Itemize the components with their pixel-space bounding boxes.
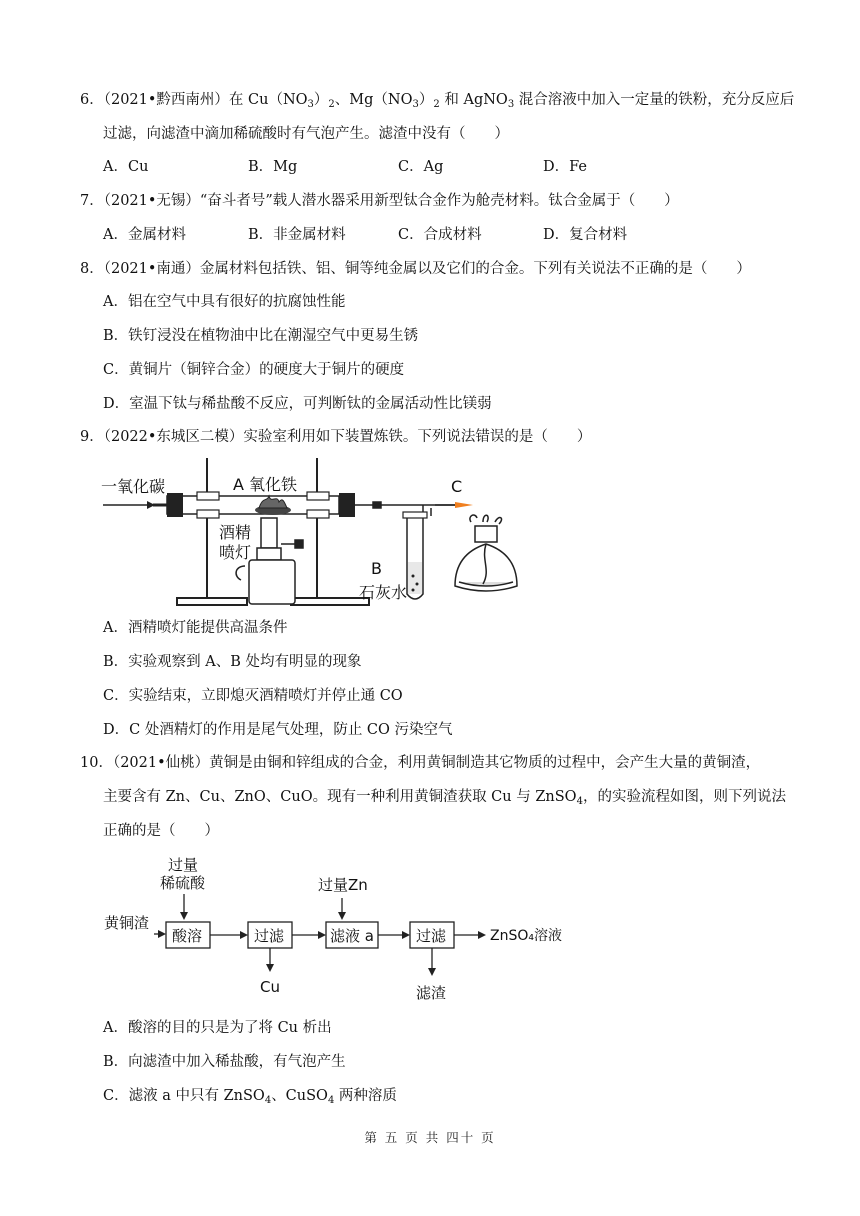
- label-b: B: [371, 559, 382, 578]
- q8-option-b[interactable]: B．铁钉浸没在植物油中比在潮湿空气中更易生锈: [103, 328, 419, 344]
- flow-product: ZnSO₄溶液: [490, 928, 562, 944]
- q6-option-b[interactable]: B．Mg: [248, 159, 298, 175]
- flow-input: 黄铜渣: [104, 914, 150, 932]
- q10-stem-line-3: 正确的是（ ）: [103, 823, 219, 839]
- page-footer: 第 五 页 共 四十 页: [364, 1130, 496, 1145]
- q6-option-a[interactable]: A．Cu: [103, 159, 149, 175]
- flow-reagent1-line-1: 过量: [168, 856, 199, 874]
- flow-step2: 过滤: [254, 927, 285, 945]
- co-inlet-arrow: [103, 501, 167, 509]
- q8-option-d[interactable]: D．室温下钛与稀盐酸不反应，可判断钛的金属活动性比镁弱: [103, 396, 492, 412]
- q7-stem: 7．（2021•无锡）“奋斗者号”载人潜水器采用新型钛合金作为舱壳材料。钛合金属于（ ）: [80, 193, 679, 209]
- q10-flow-diagram: [100, 850, 580, 1010]
- flow-out2: 滤渣: [416, 984, 447, 1002]
- q6-option-d[interactable]: D．Fe: [543, 159, 587, 175]
- label-a-iron-oxide: A 氧化铁: [233, 475, 298, 494]
- alcohol-lamp: [455, 515, 517, 591]
- q10-stem-line-2: 主要含有 Zn、Cu、ZnO、CuO。现有一种利用黄铜渣获取 Cu 与 ZnSO$_4$，的实验流程如图，则下列说法: [103, 789, 786, 807]
- q9-apparatus-figure: [95, 452, 535, 612]
- label-lamp-line-2: 喷灯: [219, 543, 252, 562]
- q9-option-a[interactable]: A．酒精喷灯能提供高温条件: [103, 620, 288, 636]
- q10-option-c[interactable]: C．滤液 a 中只有 ZnSO$_4$、CuSO$_4$ 两种溶质: [103, 1088, 397, 1106]
- flow-out1: Cu: [260, 978, 280, 996]
- q10-option-b[interactable]: B．向滤渣中加入稀盐酸，有气泡产生: [103, 1054, 346, 1070]
- q9-option-b[interactable]: B．实验观察到 A、B 处均有明显的现象: [103, 654, 362, 670]
- q6-stem-line-1: 6．（2021•黔西南州）在 $Cu(NO_3)_2$、$Mg(NO_3)_2$ 和 AgNO$_3$ 混合溶液中加入一定量的铁粉，充分反应后: [80, 92, 795, 110]
- q6-stem-line-2: 过滤，向滤渣中滴加稀硫酸时有气泡产生。滤渣中没有（ ）: [103, 126, 509, 142]
- q6-option-c[interactable]: C．Ag: [398, 159, 444, 175]
- q7-option-b[interactable]: B．非金属材料: [248, 227, 346, 243]
- q8-stem: 8．（2021•南通）金属材料包括铁、铝、铜等纯金属以及它们的合金。下列有关说法不正确的是（ ）: [80, 261, 751, 277]
- label-co: 一氧化碳: [101, 477, 166, 496]
- q9-option-d[interactable]: D．C 处酒精灯的作用是尾气处理，防止 CO 污染空气: [103, 722, 453, 738]
- flow-step1: 酸溶: [172, 927, 203, 945]
- q9-stem: 9．（2022•东城区二模）实验室利用如下装置炼铁。下列说法错误的是（ ）: [80, 429, 592, 445]
- iron-stand-right: [291, 458, 369, 605]
- label-limewater: 石灰水: [359, 583, 408, 602]
- flow-step4: 过滤: [416, 927, 447, 945]
- label-c: C: [451, 477, 463, 496]
- flow-reagent2: 过量Zn: [318, 876, 368, 894]
- q7-option-d[interactable]: D．复合材料: [543, 227, 628, 243]
- flow-step3: 滤液 a: [330, 927, 374, 945]
- q7-option-a[interactable]: A．金属材料: [103, 227, 186, 243]
- tail-gas-flame: [435, 502, 473, 508]
- q8-option-c[interactable]: C．黄铜片（铜锌合金）的硬度大于铜片的硬度: [103, 362, 405, 378]
- q10-stem-line-1: 10．（2021•仙桃）黄铜是由铜和锌组成的合金，利用黄铜制造其它物质的过程中，会产生大量的黄铜渣，: [80, 755, 761, 771]
- q10-option-a[interactable]: A．酸溶的目的只是为了将 Cu 析出: [103, 1020, 332, 1036]
- q8-option-a[interactable]: A．铝在空气中具有很好的抗腐蚀性能: [103, 294, 346, 310]
- flow-reagent1-line-2: 稀硫酸: [160, 874, 206, 892]
- label-lamp-line-1: 酒精: [219, 523, 252, 542]
- q9-option-c[interactable]: C．实验结束，立即熄灭酒精喷灯并停止通 CO: [103, 688, 403, 704]
- q7-option-c[interactable]: C．合成材料: [398, 227, 482, 243]
